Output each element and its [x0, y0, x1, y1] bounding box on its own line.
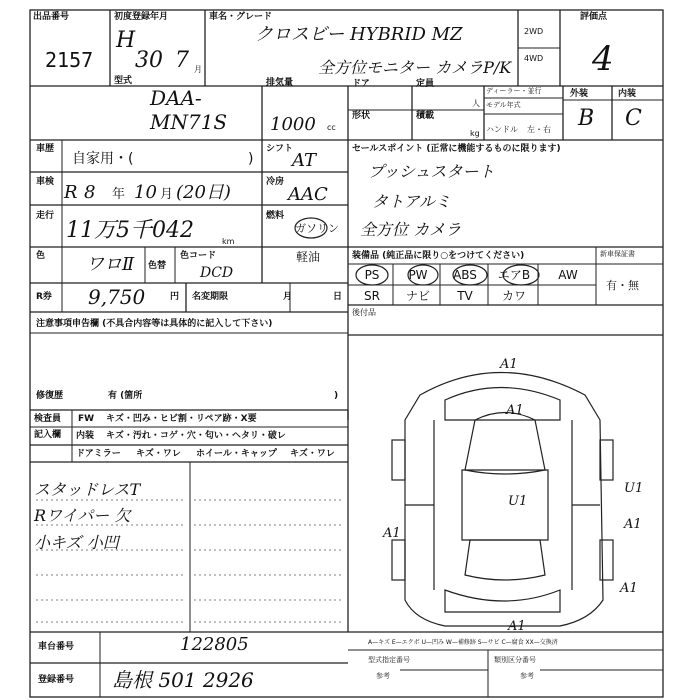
- new-car-value: 有・無: [606, 279, 639, 292]
- sales-point-line-1: プッシュスタート: [368, 162, 495, 181]
- repair-value: 有 (箇所: [108, 391, 143, 401]
- equip-airbag: エアB: [497, 268, 531, 282]
- capacity-label: 定員: [416, 79, 435, 89]
- lot-no-label: 出品番号: [33, 12, 70, 22]
- inspection-day: (20日): [176, 182, 231, 203]
- comment-2: Rワイパー 欠: [34, 506, 131, 525]
- type-label: 型式: [114, 76, 133, 86]
- inspector-row3-d: キズ・ワレ: [290, 449, 335, 459]
- inspection-month-unit: 月: [160, 187, 174, 202]
- drive-4wd: 4WD: [524, 54, 544, 63]
- mileage-label: 走行: [36, 211, 55, 221]
- damage-mark-front: A1: [500, 357, 518, 372]
- mileage-value: 11万5千042: [66, 218, 194, 243]
- inspector-row2-label: 内装: [76, 431, 95, 441]
- exterior-grade: B: [578, 106, 595, 131]
- first-reg-year: 30: [135, 48, 163, 73]
- equip-aw: AW: [558, 268, 578, 282]
- repair-close: ): [334, 391, 339, 401]
- equip-abs: ABS: [453, 268, 477, 282]
- equip-pw: PW: [408, 268, 428, 282]
- recycle-unit: 円: [170, 292, 180, 302]
- equip-tv: TV: [457, 289, 473, 303]
- handle-value: 左・右: [527, 125, 551, 134]
- load-unit: kg: [470, 129, 480, 138]
- damage-mark-left: A1: [383, 526, 401, 541]
- first-reg-era: H: [116, 28, 136, 53]
- shift-label: シフト: [266, 144, 294, 154]
- car-diagram: [392, 373, 613, 627]
- drive-2wd: 2WD: [524, 27, 544, 36]
- equip-ps: PS: [364, 268, 380, 282]
- damage-legend: A—キズ E—エクボ U—凹み W—補修跡 S—サビ C—腐食 XX—交換済: [368, 639, 558, 646]
- first-reg-label: 初度登録年月: [114, 12, 169, 22]
- damage-mark-right-quarter: A1: [620, 581, 638, 596]
- equipment-label: 装備品 (純正品に限り○をつけてください): [352, 251, 525, 261]
- handle-label: ハンドル: [486, 125, 518, 134]
- cooler-label: 冷房: [266, 177, 285, 187]
- meigi-day: 日: [333, 292, 343, 302]
- interior-label: 内装: [618, 89, 637, 99]
- inspector-label-1: 検査員: [34, 414, 62, 424]
- new-car-label: 新車保証書: [600, 250, 635, 258]
- ref-1: 参考: [376, 672, 390, 680]
- aftermarket-label: 後付品: [352, 308, 376, 317]
- history-close: ): [248, 151, 254, 167]
- inspection-year-unit: 年: [112, 187, 126, 202]
- color-change-label: 色替: [148, 261, 167, 271]
- history-value: 自家用・(: [72, 151, 134, 167]
- damage-mark-right-door: U1: [624, 481, 644, 496]
- chassis-label: 車台番号: [38, 642, 75, 652]
- inspection-month: 10: [134, 182, 157, 203]
- ref-2: 参考: [520, 672, 534, 680]
- capacity-unit: 人: [472, 99, 480, 108]
- shift-value: AT: [292, 150, 317, 171]
- disp-label: 排気量: [266, 78, 294, 88]
- registration-value: 島根 501 2926: [112, 668, 254, 692]
- color-value: ワロⅡ: [86, 254, 135, 275]
- door-label: ドア: [352, 79, 370, 89]
- model-grade-label: 車名・グレード: [209, 12, 273, 22]
- inspector-row1-label: FW: [78, 414, 95, 424]
- eval-score: 4: [592, 39, 614, 79]
- inspector-row3-b: キズ・ワレ: [136, 449, 181, 459]
- inspection-year: 8: [84, 182, 96, 203]
- recycle-value: 9,750: [88, 285, 146, 309]
- first-reg-month-unit: 月: [194, 65, 202, 74]
- damage-mark-rear: A1: [508, 619, 526, 634]
- dealer-label: ディーラー・並行: [486, 87, 542, 95]
- type-code-1: DAA-: [150, 86, 202, 110]
- inspector-row2: キズ・汚れ・コゲ・穴・匂い・ヘタリ・破レ: [106, 431, 286, 441]
- shape-label: 形状: [352, 111, 371, 121]
- sales-point-label: セールスポイント (正常に機能するものに限ります): [352, 144, 561, 154]
- notes-label: 注意事項申告欄 (不具合内容等は具体的に記入して下さい): [36, 319, 273, 329]
- color-code-label: 色コード: [180, 251, 217, 261]
- equip-leather: カワ: [501, 289, 526, 303]
- exterior-label: 外装: [570, 89, 589, 99]
- color-label: 色: [36, 251, 46, 261]
- color-code-value: DCD: [200, 265, 234, 281]
- lot-no: 2157: [45, 48, 94, 72]
- damage-mark-hood: A1: [506, 403, 524, 418]
- recycle-label: R券: [36, 292, 52, 302]
- first-reg-month: 7: [175, 48, 189, 73]
- comment-3: 小キズ 小凹: [34, 533, 119, 552]
- inspector-row3-c: ホイール・キャップ: [196, 449, 277, 459]
- registration-label: 登録番号: [38, 675, 75, 685]
- disp-unit: cc: [327, 123, 336, 132]
- class-label: 類別区分番号: [494, 656, 536, 664]
- certified-label: 型式指定番号: [368, 656, 410, 664]
- eval-label: 評価点: [580, 12, 608, 22]
- sales-point-line-3: 全方位 カメラ: [360, 220, 462, 239]
- history-label: 車歴: [36, 144, 55, 154]
- fuel-alt: 軽油: [296, 250, 321, 264]
- sales-point-line-2: タトアルミ: [372, 192, 451, 211]
- inspector-label-2: 記入欄: [34, 430, 62, 440]
- meigi-label: 名変期限: [192, 292, 229, 302]
- model-name: クロスビー HYBRID MZ: [255, 24, 463, 45]
- damage-mark-right-rear: A1: [624, 517, 642, 532]
- inspection-era: R: [64, 182, 78, 203]
- load-label: 積載: [416, 111, 435, 121]
- inspector-row3-a: ドアミラー: [76, 449, 121, 459]
- fuel-label: 燃料: [266, 211, 285, 221]
- chassis-value: 122805: [180, 634, 249, 655]
- model-note: 全方位モニター カメラP/K: [318, 58, 512, 77]
- type-code-2: MN71S: [150, 110, 228, 134]
- damage-mark-roof: U1: [508, 494, 528, 509]
- comment-1: スタッドレスT: [34, 480, 141, 499]
- fuel-value: ガソリン: [295, 222, 339, 235]
- equip-navi: ナビ: [405, 289, 430, 303]
- meigi-month: 月: [283, 292, 293, 302]
- model-year-label: モデル年式: [486, 101, 521, 109]
- disp-value: 1000: [270, 114, 316, 135]
- equip-sr: SR: [364, 289, 380, 303]
- repair-label: 修復歴: [36, 391, 64, 401]
- interior-grade: C: [625, 106, 642, 131]
- inspector-row1: キズ・凹み・ヒビ割・リペア跡・X要: [106, 414, 257, 424]
- inspection-label: 車検: [36, 177, 55, 187]
- cooler-value: AAC: [288, 184, 328, 205]
- mileage-unit: km: [222, 237, 235, 246]
